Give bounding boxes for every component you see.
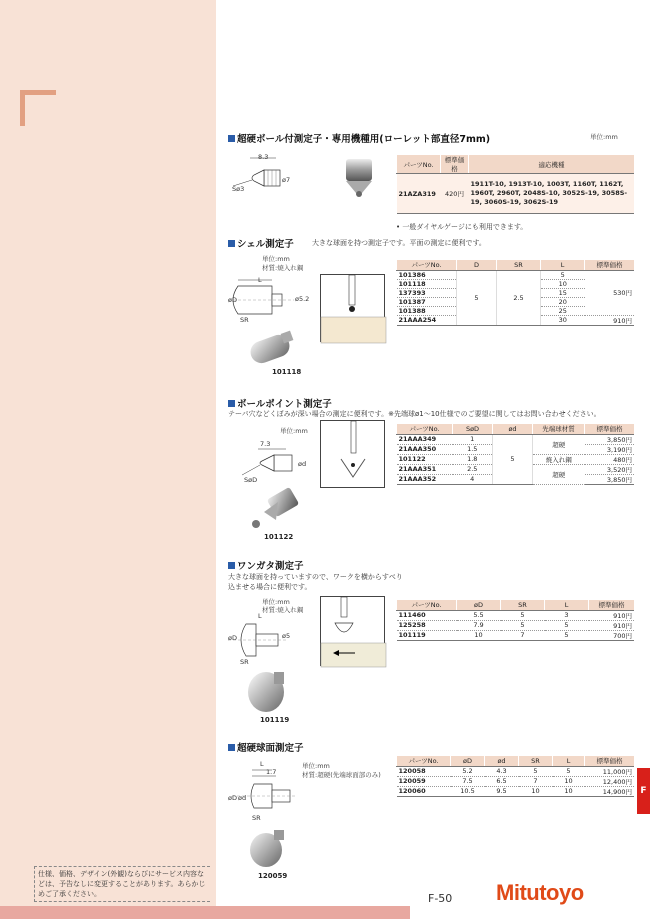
col-part: パーツNo. <box>397 424 453 434</box>
section-title-text: ワンガタ測定子 <box>237 561 304 572</box>
table-row: 120058 5.2 4.3 5 5 11,000円 <box>398 767 632 776</box>
sidebar-band <box>0 0 216 919</box>
bullet-square <box>228 744 235 751</box>
cell-material: 超硬 <box>533 464 585 484</box>
table-row: 21AAA351 2.5 超硬 3,520円 <box>397 464 635 474</box>
footer-bar <box>0 906 410 919</box>
section-title-ball-point <box>228 396 332 410</box>
dim-L: L <box>258 276 262 284</box>
bullet-square <box>228 400 235 407</box>
corner-mark <box>20 90 56 126</box>
cell-material: 超硬 <box>533 434 585 454</box>
table-carbide-spherical <box>396 756 634 797</box>
bullet-square <box>228 240 235 247</box>
table-shell <box>396 260 634 326</box>
dim-L: L <box>258 612 262 620</box>
unit-label: 単位:mm <box>590 133 618 141</box>
cell-price: 420円 <box>441 174 469 214</box>
dim-sphere: SøD <box>244 476 258 484</box>
cell-price-group: 530円 <box>585 270 635 315</box>
col-part: パーツNo. <box>397 756 451 766</box>
section-title-text: ボールポイント測定子 <box>237 399 332 410</box>
unit-label: 単位:mm <box>280 427 308 435</box>
col-BD: øD <box>451 756 485 766</box>
product-label: 120059 <box>258 872 288 880</box>
col-price: 標準価格 <box>589 600 635 610</box>
table-row: 21AAA254 30 910円 <box>398 316 632 325</box>
dim-d: ød <box>238 794 247 802</box>
table-row: 101388 25 <box>397 306 635 315</box>
mitutoyo-logo: Mitutoyo <box>496 880 584 905</box>
shell-photo <box>240 330 300 370</box>
col-SD: SøD <box>453 424 493 434</box>
cell-part: 21AZA319 <box>397 174 441 214</box>
col-price: 標準価格 <box>441 155 469 174</box>
page-number: F-50 <box>428 892 453 905</box>
col-SR: SR <box>519 756 553 766</box>
shell-usage-illustration <box>320 274 385 342</box>
dim-diameter: ø7 <box>282 176 291 184</box>
table-carbide-ball <box>396 155 634 214</box>
dim-D: øD <box>228 296 237 304</box>
dim-diameter: ød <box>298 460 307 468</box>
dim-length: 7.3 <box>260 440 271 448</box>
col-price: 標準価格 <box>585 756 635 766</box>
dim-shank: ø5.2 <box>295 295 310 303</box>
col-price: 標準価格 <box>585 260 635 270</box>
table-row: 21AAA349 1 5 超硬 3,850円 <box>397 434 635 444</box>
material-label: 材質:焼入れ鋼 <box>262 606 304 614</box>
wangata-usage-illustration <box>320 596 385 666</box>
section-tab: F <box>637 768 650 814</box>
section-desc: テーパ穴などくぼみが深い場合の測定に便利です。※先端球ø1〜10仕様でのご要望に関してはお問い合わせください。 <box>228 410 601 418</box>
col-L: L <box>545 600 589 610</box>
col-part: パーツNo. <box>397 260 457 270</box>
product-label: 101118 <box>272 368 302 376</box>
bullet-square <box>228 562 235 569</box>
table-row: 120059 7.5 6.5 7 10 12,400円 <box>398 777 632 786</box>
section-desc-line1: 大きな球面を持っていますので、ワークを横からすべり <box>228 573 403 581</box>
product-label: 101122 <box>264 533 294 541</box>
dim-sphere: Sø3 <box>232 185 245 193</box>
section-desc: 大きな球面を持つ測定子です。平面の測定に便利です。 <box>312 239 486 247</box>
col-D: D <box>457 260 497 270</box>
product-label: 101119 <box>260 716 290 724</box>
disclaimer-note: 仕様、価格、デザイン(外観)ならびにサービス内容などは、予告なしに変更することがあります。あらかじめご了承ください。 <box>34 866 210 902</box>
section-title-wangata <box>228 558 304 572</box>
dim-shank: ø5 <box>282 632 291 640</box>
dim-SR: SR <box>240 658 249 666</box>
section-title-carbide-spherical <box>228 740 304 754</box>
section-title-shell <box>228 236 294 250</box>
table-row: 21AAA350 1.5 3,190円 <box>398 445 632 454</box>
section-title-text: 超硬球面測定子 <box>237 743 304 754</box>
table-row: 111460 5.5 5 3 910円 <box>398 611 632 620</box>
bullet-square <box>228 135 235 142</box>
wangata-photo <box>244 668 294 714</box>
table-row: 125258 7.9 5 5 910円 <box>398 621 632 630</box>
ball-point-photo <box>244 486 304 531</box>
col-part: パーツNo. <box>397 155 441 174</box>
dim-SR: SR <box>240 316 249 324</box>
cell-SR: 2.5 <box>497 270 541 325</box>
dim-D: øD <box>228 794 237 802</box>
col-material: 先端球材質 <box>533 424 585 434</box>
dim-length: 8.3 <box>258 153 269 161</box>
table-row: 101386 5 2.5 5 530円 <box>397 270 635 279</box>
material-label: 材質:焼入れ鋼 <box>262 264 304 272</box>
section-title-text: シェル測定子 <box>237 239 294 250</box>
col-L: L <box>553 756 585 766</box>
cell-models: 1911T-10, 1913T-10, 1003T, 1160T, 1162T, 1960T, 2960T, 2048S-10, 3052S-19, 3058S-19, 3060S-19, 3062S-19 <box>469 174 635 214</box>
col-d: ød <box>493 424 533 434</box>
table-wangata <box>396 600 634 641</box>
cell-d: 5 <box>493 434 533 484</box>
col-SR: SR <box>497 260 541 270</box>
col-part: パーツNo. <box>397 600 457 610</box>
section-desc-line2: 込ませる場合に便利です。 <box>228 583 312 591</box>
table-row: 101122 1.8 焼入れ鋼 480円 <box>398 455 632 464</box>
table-row: 137393 15 <box>397 288 635 297</box>
carbide-ball-photo <box>330 155 380 200</box>
col-models: 適応機種 <box>469 155 635 174</box>
dim-SR: SR <box>252 814 261 822</box>
cell-material: 焼入れ鋼 <box>533 454 585 464</box>
unit-label: 単位:mm <box>302 762 330 770</box>
material-label: 材質:超硬(先端球面部のみ) <box>302 771 381 779</box>
ball-point-usage-illustration <box>320 420 385 488</box>
section-title-carbide-ball <box>228 131 490 145</box>
unit-label: 単位:mm <box>262 598 290 606</box>
dim-L: L <box>260 760 264 768</box>
dim-D: øD <box>228 634 237 642</box>
cell-D: 5 <box>457 270 497 325</box>
table-ball-point <box>396 424 634 485</box>
col-d: ød <box>485 756 519 766</box>
table-row: 101119 10 7 5 700円 <box>398 631 632 640</box>
section-title-text: 超硬ボール付測定子・専用機種用(ローレット部直径7mm) <box>237 134 491 145</box>
table-row: 21AAA352 4 3,850円 <box>398 475 632 484</box>
col-D: øD <box>457 600 501 610</box>
col-price: 標準価格 <box>585 424 635 434</box>
note-general: • 一般ダイヤルゲージにも利用できます。 <box>396 223 528 231</box>
carbide-spherical-photo <box>244 826 294 870</box>
table-row: 101387 20 <box>397 297 635 306</box>
dim-length: 1.7 <box>266 768 277 776</box>
col-SR: SR <box>501 600 545 610</box>
table-row: 120060 10.5 9.5 10 10 14,900円 <box>398 787 632 796</box>
table-row: 101118 10 <box>397 279 635 288</box>
col-L: L <box>541 260 585 270</box>
unit-label: 単位:mm <box>262 255 290 263</box>
